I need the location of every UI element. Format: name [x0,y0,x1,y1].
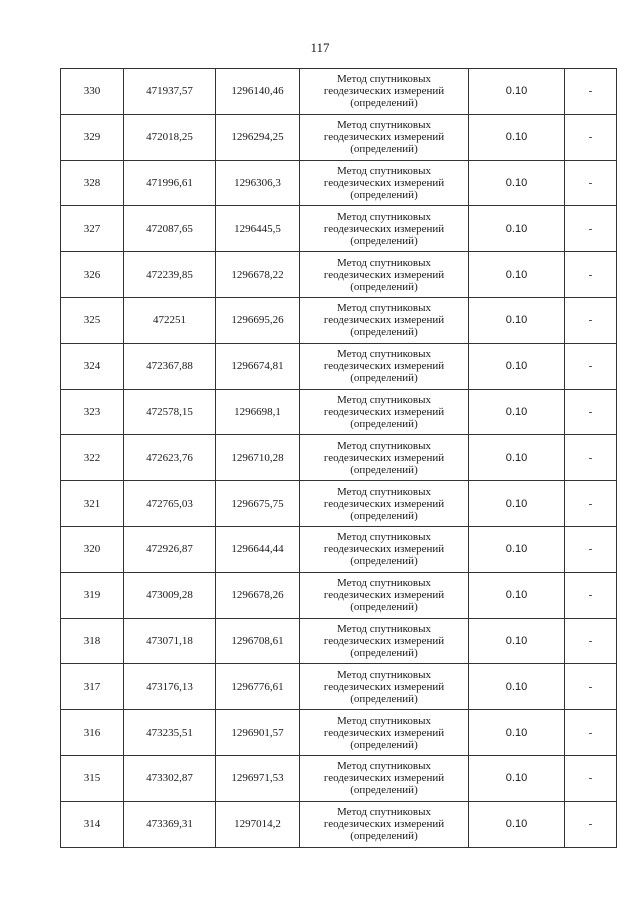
method-cell [300,252,469,298]
x-coordinate-cell: 473235,51 [124,710,216,756]
x-coordinate-cell: 473302,87 [124,755,216,801]
method-text: Метод спутниковых геодезических измерений (определений) [323,622,445,659]
note-cell: - [565,572,617,618]
method-text: Метод спутниковых геодезических измерений (определений) [323,439,445,476]
x-coordinate-cell: 473009,28 [124,572,216,618]
method-cell [300,343,469,389]
method-text: Метод спутниковых геодезических измерений (определений) [323,714,445,751]
method-cell [300,710,469,756]
method-text: Метод спутниковых геодезических измерений (определений) [323,485,445,522]
y-coordinate-cell: 1296901,57 [216,710,300,756]
method-text: Метод спутниковых геодезических измерений (определений) [323,393,445,430]
table-row [61,160,617,206]
table-row [61,252,617,298]
method-cell [300,160,469,206]
point-number-cell: 319 [61,572,124,618]
note-cell: - [565,618,617,664]
note-cell: - [565,481,617,527]
point-number-cell: 317 [61,664,124,710]
accuracy-cell: 0.10 [469,618,565,664]
method-text: Метод спутниковых геодезических измерений (определений) [323,668,445,705]
note-cell: - [565,664,617,710]
point-number-cell: 320 [61,526,124,572]
note-cell: - [565,343,617,389]
table-row [61,755,617,801]
table-row [61,435,617,481]
method-cell [300,69,469,115]
accuracy-cell: 0.10 [469,801,565,847]
table-row [61,297,617,343]
point-number-cell: 328 [61,160,124,206]
accuracy-cell: 0.10 [469,435,565,481]
point-number-cell: 314 [61,801,124,847]
y-coordinate-cell: 1296678,22 [216,252,300,298]
table-row [61,389,617,435]
accuracy-cell: 0.10 [469,481,565,527]
y-coordinate-cell: 1296674,81 [216,343,300,389]
table-row [61,618,617,664]
method-text: Метод спутниковых геодезических измерений (определений) [323,73,445,110]
accuracy-cell: 0.10 [469,526,565,572]
accuracy-cell: 0.10 [469,69,565,115]
point-number-cell: 327 [61,206,124,252]
coordinates-table [60,68,617,848]
note-cell: - [565,710,617,756]
method-cell [300,297,469,343]
x-coordinate-cell: 472765,03 [124,481,216,527]
x-coordinate-cell: 471937,57 [124,69,216,115]
x-coordinate-cell: 472623,76 [124,435,216,481]
point-number-cell: 322 [61,435,124,481]
y-coordinate-cell: 1296306,3 [216,160,300,206]
note-cell: - [565,252,617,298]
x-coordinate-cell: 471996,61 [124,160,216,206]
method-text: Метод спутниковых геодезических измерений (определений) [323,256,445,293]
method-text: Метод спутниковых геодезических измерений (определений) [323,210,445,247]
y-coordinate-cell: 1296710,28 [216,435,300,481]
y-coordinate-cell: 1296294,25 [216,114,300,160]
coordinates-table-body [61,69,617,848]
point-number-cell: 323 [61,389,124,435]
table-row [61,664,617,710]
accuracy-cell: 0.10 [469,297,565,343]
table-row [61,801,617,847]
method-text: Метод спутниковых геодезических измерений (определений) [323,119,445,156]
accuracy-cell: 0.10 [469,160,565,206]
table-row [61,206,617,252]
method-text: Метод спутниковых геодезических измерений (определений) [323,164,445,201]
method-cell [300,572,469,618]
y-coordinate-cell: 1296708,61 [216,618,300,664]
method-cell [300,664,469,710]
point-number-cell: 325 [61,297,124,343]
x-coordinate-cell: 472018,25 [124,114,216,160]
y-coordinate-cell: 1296445,5 [216,206,300,252]
note-cell: - [565,160,617,206]
x-coordinate-cell: 472578,15 [124,389,216,435]
method-cell [300,206,469,252]
method-text: Метод спутниковых геодезических измерений (определений) [323,760,445,797]
page-number: 117 [310,40,330,55]
accuracy-cell: 0.10 [469,572,565,618]
method-cell [300,435,469,481]
note-cell: - [565,69,617,115]
x-coordinate-cell: 472087,65 [124,206,216,252]
note-cell: - [565,435,617,481]
note-cell: - [565,801,617,847]
table-row [61,526,617,572]
accuracy-cell: 0.10 [469,755,565,801]
accuracy-cell: 0.10 [469,252,565,298]
accuracy-cell: 0.10 [469,343,565,389]
method-text: Метод спутниковых геодезических измерений (определений) [323,531,445,568]
point-number-cell: 329 [61,114,124,160]
method-text: Метод спутниковых геодезических измерений (определений) [323,302,445,339]
method-cell [300,481,469,527]
x-coordinate-cell: 473071,18 [124,618,216,664]
table-row [61,69,617,115]
x-coordinate-cell: 472926,87 [124,526,216,572]
x-coordinate-cell: 472239,85 [124,252,216,298]
y-coordinate-cell: 1296678,26 [216,572,300,618]
y-coordinate-cell: 1296140,46 [216,69,300,115]
method-cell [300,526,469,572]
y-coordinate-cell: 1296675,75 [216,481,300,527]
accuracy-cell: 0.10 [469,206,565,252]
point-number-cell: 330 [61,69,124,115]
method-text: Метод спутниковых геодезических измерений (определений) [323,577,445,614]
method-text: Метод спутниковых геодезических измерений (определений) [323,806,445,843]
point-number-cell: 318 [61,618,124,664]
note-cell: - [565,297,617,343]
accuracy-cell: 0.10 [469,664,565,710]
table-row [61,572,617,618]
table-row [61,481,617,527]
method-text: Метод спутниковых геодезических измерений (определений) [323,348,445,385]
accuracy-cell: 0.10 [469,114,565,160]
x-coordinate-cell: 473176,13 [124,664,216,710]
y-coordinate-cell: 1296695,26 [216,297,300,343]
method-cell [300,755,469,801]
accuracy-cell: 0.10 [469,710,565,756]
accuracy-cell: 0.10 [469,389,565,435]
table-row [61,343,617,389]
point-number-cell: 324 [61,343,124,389]
point-number-cell: 321 [61,481,124,527]
point-number-cell: 326 [61,252,124,298]
note-cell: - [565,206,617,252]
y-coordinate-cell: 1296644,44 [216,526,300,572]
point-number-cell: 316 [61,710,124,756]
x-coordinate-cell: 473369,31 [124,801,216,847]
x-coordinate-cell: 472251 [124,297,216,343]
y-coordinate-cell: 1296698,1 [216,389,300,435]
table-row [61,710,617,756]
note-cell: - [565,114,617,160]
method-cell [300,801,469,847]
table-row [61,114,617,160]
note-cell: - [565,526,617,572]
method-cell [300,389,469,435]
x-coordinate-cell: 472367,88 [124,343,216,389]
note-cell: - [565,755,617,801]
y-coordinate-cell: 1296971,53 [216,755,300,801]
method-cell [300,618,469,664]
note-cell: - [565,389,617,435]
method-cell [300,114,469,160]
y-coordinate-cell: 1296776,61 [216,664,300,710]
y-coordinate-cell: 1297014,2 [216,801,300,847]
point-number-cell: 315 [61,755,124,801]
